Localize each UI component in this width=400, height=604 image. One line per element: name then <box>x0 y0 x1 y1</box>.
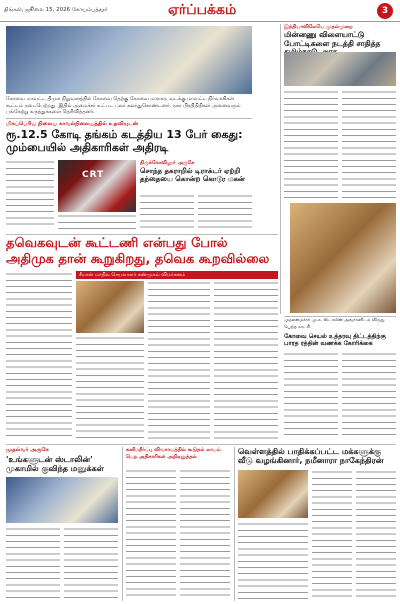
agri-text-col1 <box>126 469 176 601</box>
divider <box>284 316 396 317</box>
page-header <box>0 0 400 22</box>
gold-photo-label: CRT <box>82 170 105 180</box>
esports-photo <box>284 52 396 86</box>
divider <box>6 118 252 119</box>
agri-story-kicker: கனிமநீர்ப்பு விவசாயத்தில் கூடுதல் லாபம் பெற அதிகாரிகள் அறிவுறுத்தல் <box>126 447 221 460</box>
tractor-text-col2 <box>198 194 252 230</box>
stalin-camp-kicker: முதல்வர் அருகே <box>6 447 49 453</box>
issue-date: திங்கள், ஜூலை 15, 2026 கோயம்பத்தூர் <box>4 7 108 13</box>
alliance-text-col2 <box>76 336 144 440</box>
award-headline: கோவை செயல் உத்தரவு திட்டத்திற்கு பாரத ரத்தின் வணக்க கோரிக்கை <box>284 333 386 347</box>
agri-text-col2 <box>180 469 230 601</box>
gold-bars-photo <box>58 160 136 212</box>
gold-story-headline: ரூ.12.5 கோடி தங்கம் கடத்திய 13 பேர் கைது: மும்பையில் அதிகாரிகள் அதிரடி <box>6 128 243 154</box>
tractor-kicker: திருக்கோவிலூர் அருகே <box>140 160 195 166</box>
gold-story-text-col1 <box>6 160 54 230</box>
leader-portrait <box>76 281 144 333</box>
award-caption: முதலமைச்சர் மு.க. ஸ்டாலின் அவர்களிடம் விருது பெற்ற காட்சி <box>284 318 385 330</box>
tractor-text-col1 <box>140 194 194 230</box>
stalin-camp-headline: 'உங்களுடன் ஸ்டாலின்' முகாமில் குவிந்த மனுக்கள் <box>6 455 104 474</box>
flood-text-col3 <box>356 470 396 601</box>
award-text-col2 <box>342 352 396 440</box>
alliance-headline-line1: தவெகவுடன் கூட்டணி என்பது போல் <box>6 236 228 251</box>
award-text-col1 <box>284 352 338 440</box>
alliance-subkicker: சீமான் மாநில செயலாளர் சண்முகம் விமர்சனம் <box>76 271 278 279</box>
divider <box>6 234 278 235</box>
flood-text-col2 <box>312 470 352 601</box>
column-divider <box>122 447 123 601</box>
page-number-badge: 3 <box>377 3 393 19</box>
divider <box>6 444 396 445</box>
tractor-story-box <box>140 160 252 230</box>
gold-story-kicker: மிகப்பெரிய நிலைய காவல்நிலையத்தில் உதவியுடன் <box>6 121 139 127</box>
flood-relief-photo <box>238 470 308 518</box>
camp-photo <box>6 477 118 523</box>
esports-text-col1 <box>284 90 338 200</box>
column-divider <box>234 447 235 601</box>
masthead-logo: ஏர்ப்பக்கம் <box>168 2 237 18</box>
alliance-text-col4 <box>214 281 278 440</box>
tractor-headline: சொந்த தகராறில் டிராக்டர் ஏற்றி தந்தையை கொன்ற கொடூர மகன் <box>140 167 245 184</box>
alliance-headline-line2: அதிமுக தான் கூறுகிறது, தவெக கூறவில்லை <box>6 252 270 267</box>
alliance-text-col3 <box>148 281 210 440</box>
meeting-photo <box>6 26 252 94</box>
alliance-text-col1 <box>6 272 72 440</box>
minister-photo <box>290 203 396 313</box>
esports-headline: மின்னணு விளையாட்டு போட்டிகளை நடத்தி சாதித்த <box>284 30 381 48</box>
gold-story-text-col2 <box>58 214 136 230</box>
column-divider <box>280 24 281 314</box>
stalin-camp-text-col1 <box>6 527 60 601</box>
esports-text-col2 <box>342 90 396 200</box>
esports-kicker: இந்தியாவிலேயே முதல்முறை <box>284 24 353 30</box>
flood-text-col1 <box>238 522 308 601</box>
flood-relief-headline: வெள்ளத்தில் பாதிக்கப்பட்ட மக்களுக்கு வீடு வழங்கினார், நமீனாரா நாகேந்திரன் <box>238 447 384 466</box>
meeting-photo-caption: கோவை மாவட்ட திமுக நிறுவனத்தில் கோவை தெற்கு கோவை மாநகர, வடக்கு மாவட்ட நிர்வாகிகள் கூட்டம் நடைபெற்றது. இதில் அமைச்சர் உட்பட பலர் கலந்துகொண்டனர். நகர பிரதிநிதிகள் அனைவரும் பங்கேற்று கருத்துக்களை தெரிவித்தனர். <box>6 96 241 115</box>
stalin-camp-text-col2 <box>64 527 118 601</box>
